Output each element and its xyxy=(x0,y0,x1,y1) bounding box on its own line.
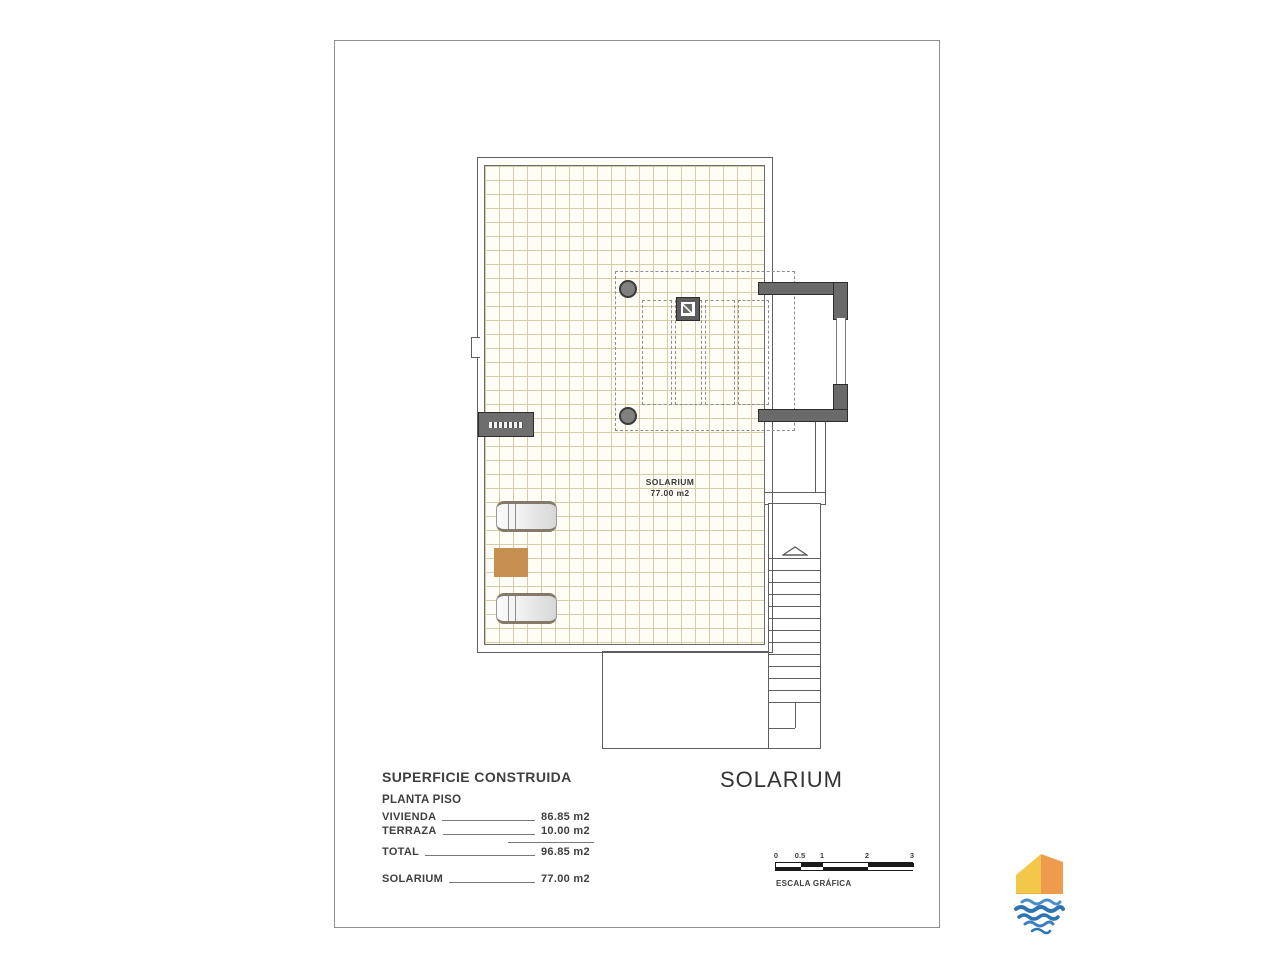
lounger-fold-line xyxy=(515,596,516,621)
leader-line xyxy=(442,820,535,821)
balcony-wall-bottom xyxy=(758,409,848,422)
pergola-post xyxy=(619,280,637,298)
summary-row-vivienda xyxy=(382,811,595,823)
logo-waves-icon xyxy=(1016,900,1063,933)
sun-lounger xyxy=(496,501,557,532)
staircase xyxy=(768,503,821,749)
parapet-wall xyxy=(815,420,826,494)
lounger-fold-line xyxy=(515,504,516,529)
scale-segment xyxy=(823,867,868,871)
roof-column xyxy=(676,297,700,321)
scale-segment xyxy=(801,867,823,871)
graphic-scale-bar xyxy=(775,862,913,871)
stair-tread xyxy=(769,690,820,691)
stair-tread xyxy=(769,606,820,607)
stair-tread xyxy=(769,630,820,631)
pergola-beam xyxy=(642,300,672,405)
room-label-name: SOLARIUM xyxy=(645,477,695,487)
roof-column-core xyxy=(681,302,695,316)
summary-row-value: 10.00 m2 xyxy=(541,825,590,837)
stair-tread xyxy=(769,558,820,559)
scale-tick-label: 1 xyxy=(819,851,825,860)
room-label xyxy=(618,477,722,499)
stair-tread xyxy=(769,618,820,619)
summary-sum-rule xyxy=(508,842,594,843)
scale-caption: ESCALA GRÁFICA xyxy=(776,879,852,888)
roof-outline-notch xyxy=(471,337,480,358)
summary-subtitle: PLANTA PISO xyxy=(382,794,462,806)
lower-roof-outline xyxy=(602,651,770,749)
summary-row-terraza xyxy=(382,825,595,837)
stair-tread xyxy=(769,642,820,643)
stair-tread xyxy=(769,666,820,667)
ac-unit xyxy=(478,412,534,437)
stair-tread xyxy=(769,594,820,595)
drawing-title: SOLARIUM xyxy=(720,767,843,792)
sun-lounger xyxy=(496,593,557,624)
summary-row-label: TERRAZA xyxy=(382,825,437,837)
summary-row-total xyxy=(382,846,595,858)
summary-row-label: VIVIENDA xyxy=(382,811,437,823)
stair-tread xyxy=(769,654,820,655)
logo-house-icon xyxy=(1016,854,1063,894)
summary-row-label: TOTAL xyxy=(382,846,420,858)
summary-row-value: 86.85 m2 xyxy=(541,811,590,823)
stair-return-line xyxy=(795,702,796,728)
summary-row-value: 77.00 m2 xyxy=(541,873,590,885)
pergola-beam xyxy=(738,300,769,405)
leader-line xyxy=(443,834,535,835)
summary-title: SUPERFICIE CONSTRUIDA xyxy=(382,769,572,785)
stair-tread xyxy=(769,582,820,583)
scale-tick-label: 2 xyxy=(864,851,870,860)
scale-segment xyxy=(776,867,801,871)
room-label-area: 77.00 m2 xyxy=(650,488,690,498)
stair-return-line xyxy=(769,728,795,729)
scale-tick-label: 0 xyxy=(773,851,779,860)
lounger-fold-line xyxy=(508,596,509,621)
company-logo xyxy=(1002,846,1082,946)
pergola-post xyxy=(619,407,637,425)
summary-row-value: 96.85 m2 xyxy=(541,846,590,858)
stair-tread xyxy=(769,678,820,679)
stair-tread xyxy=(769,570,820,571)
leader-line xyxy=(425,855,535,856)
pergola-beam xyxy=(705,300,735,405)
side-table xyxy=(494,548,528,577)
ac-unit-louver xyxy=(489,422,523,428)
balcony-wall-right-top xyxy=(833,282,848,320)
summary-row-solarium xyxy=(382,873,595,885)
scale-tick-label: 3 xyxy=(909,851,915,860)
balcony-window-opening xyxy=(836,318,846,384)
summary-row-label: SOLARIUM xyxy=(382,873,444,885)
scale-tick-label: 0.5 xyxy=(794,851,806,860)
lounger-fold-line xyxy=(508,504,509,529)
stairs-direction-arrow-icon xyxy=(782,545,808,557)
roof-column-hatch xyxy=(683,304,692,313)
leader-line xyxy=(449,882,535,883)
scale-segment xyxy=(868,867,914,871)
